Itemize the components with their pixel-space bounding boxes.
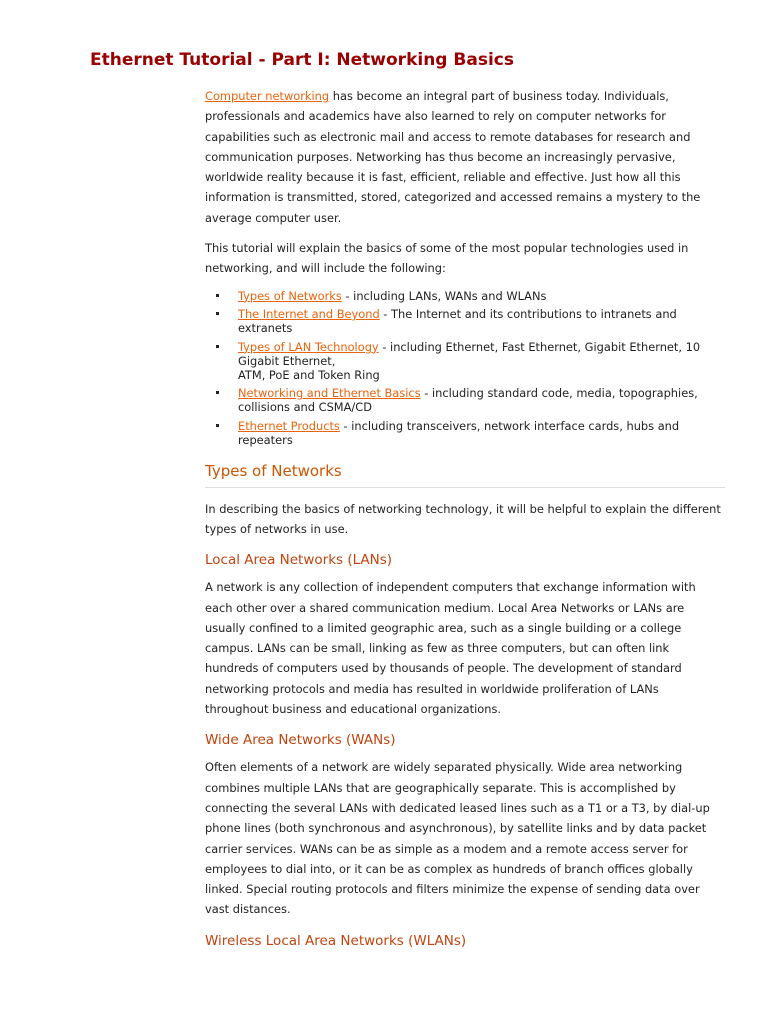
lan-heading: Local Area Networks (LANs): [205, 552, 393, 569]
article-body: [205, 86, 725, 958]
ethernet-products-link[interactable]: Ethernet Products: [238, 418, 340, 433]
topics-list: [205, 289, 725, 447]
topic-desc: - including standard code, media, topographies, collisions and CSMA/CD: [238, 386, 698, 415]
topic-desc-continued: ATM, PoE and Token Ring: [238, 367, 380, 382]
page-title: Ethernet Tutorial - Part I: Networking Basics: [90, 50, 514, 70]
list-item: [238, 386, 725, 414]
wan-paragraph: Often elements of a network are widely separated physically. Wide area networking combines multiple LANs that are geographically separate. This is accomplished by connecting the several LANs with dedicated leased lines such as a T1 or a T3, by dial-up phone lines (both synchronous and asynchronous), by satellite links and by data packet carrier services. WANs can be as simple as a modem and a remote access server for employees to dial into, or it can be as complex as hundreds of branch offices globally linked. Special routing protocols and filters minimize the expense of sending data over vast distances.: [205, 760, 710, 917]
types-of-lan-technology-link[interactable]: Types of LAN Technology: [238, 339, 379, 354]
overview-paragraph: This tutorial will explain the basics of some of the most popular technologies used in networking, and will include the following:: [205, 241, 689, 276]
internet-and-beyond-link[interactable]: The Internet and Beyond: [238, 307, 380, 322]
lan-paragraph: A network is any collection of independent computers that exchange information with each other over a shared communication medium. Local Area Networks or LANs are usually confined to a limited geographic area, such as a single building or a college campus. LANs can be small, linking as few as three computers, but can often link hundreds of computers used by thousands of people. The development of standard networking protocols and media has resulted in worldwide proliferation of LANs throughout business and educational organizations.: [205, 580, 696, 717]
topic-desc: - including transceivers, network interface cards, hubs and repeaters: [238, 418, 680, 447]
list-item: [238, 419, 725, 447]
topic-desc: - including LANs, WANs and WLANs: [341, 288, 547, 303]
types-of-networks-heading: Types of Networks: [205, 461, 725, 488]
topic-desc: - including Ethernet, Fast Ethernet, Gigabit Ethernet, 10 Gigabit Ethernet,: [238, 339, 701, 368]
topic-desc: - The Internet and its contributions to intranets and extranets: [238, 307, 677, 336]
list-item: [238, 289, 725, 303]
intro-text: has become an integral part of business today. Individuals, professionals and academics have also learned to rely on computer networks for capabilities such as electronic mail and access to remote databases for research and communication purposes. Networking has thus become an increasingly pervasive, worldwide reality because it is fast, efficient, reliable and effective. Just how all this information is transmitted, stored, categorized and accessed remains a mystery to the average computer user.: [205, 89, 701, 225]
computer-networking-link[interactable]: Computer networking: [205, 89, 330, 103]
list-item: [238, 307, 725, 335]
wlan-heading: Wireless Local Area Networks (WLANs): [205, 932, 467, 949]
wan-heading: Wide Area Networks (WANs): [205, 732, 396, 749]
networking-and-ethernet-basics-link[interactable]: Networking and Ethernet Basics: [238, 386, 421, 401]
list-item: [238, 340, 725, 382]
intro-paragraph: [205, 86, 725, 228]
types-of-networks-paragraph: In describing the basics of networking technology, it will be helpful to explain the different types of networks in use.: [205, 501, 721, 536]
types-of-networks-link[interactable]: Types of Networks: [238, 288, 342, 303]
